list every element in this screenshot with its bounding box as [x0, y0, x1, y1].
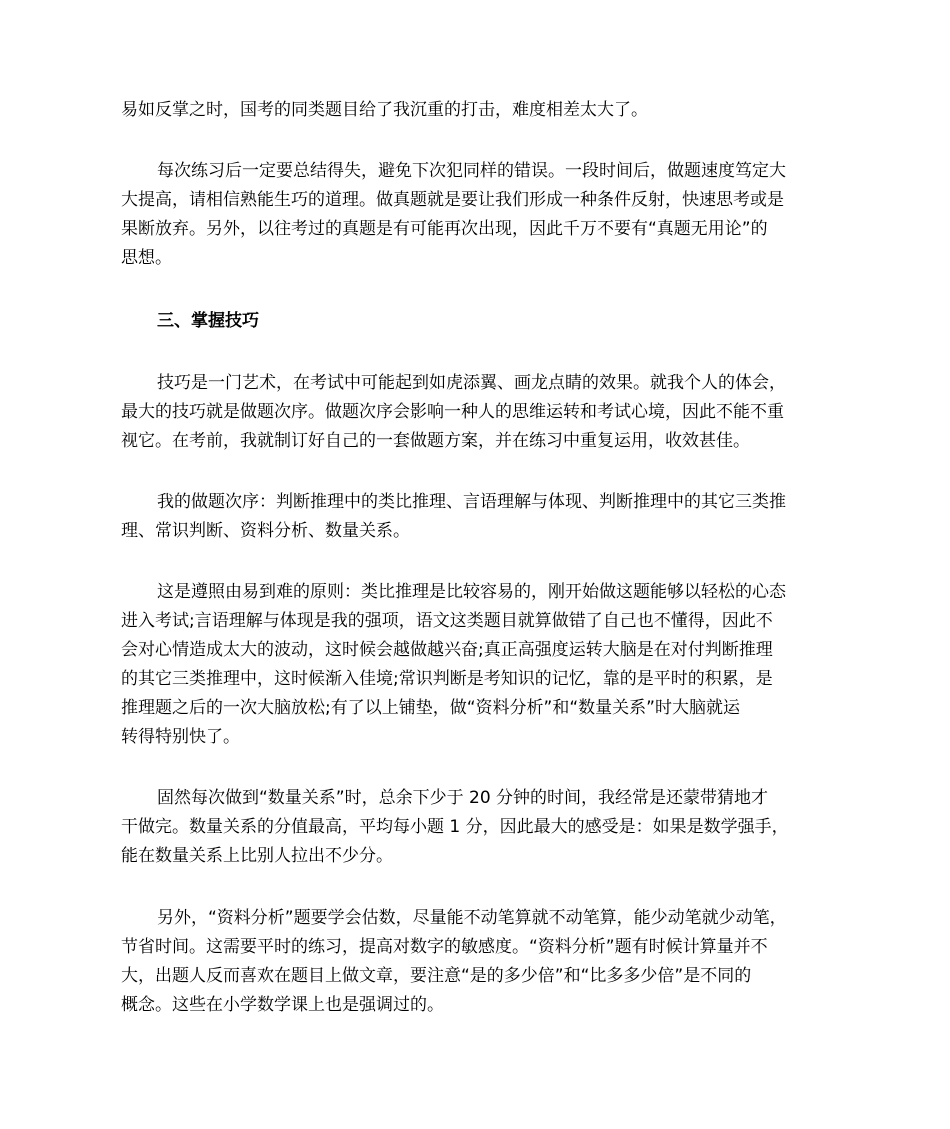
paragraph-6-line-3: 能在数量关系上比别人拉出不少分。 [121, 846, 393, 866]
paragraph-7-line-4: 概念。这些在小学数学课上也是强调过的。 [121, 995, 444, 1015]
paragraph-4-line-1: 我的做题次序：判断推理中的类比推理、言语理解与体现、判断推理中的其它三类推 [157, 492, 786, 512]
paragraph-3-line-3: 视它。在考前，我就制订好自己的一套做题方案，并在练习中重复运用，收效甚佳。 [121, 431, 750, 451]
paragraph-4-line-2: 理、常识判断、资料分析、数量关系。 [121, 521, 410, 541]
paragraph-1-line-1: 易如反掌之时，国考的同类题目给了我沉重的打击，难度相差太大了。 [121, 100, 648, 120]
paragraph-5-line-4: 的其它三类推理中，这时候渐入佳境;常识判断是考知识的记忆，靠的是平时的积累，是 [121, 669, 773, 689]
paragraph-3-line-2: 最大的技巧就是做题次序。做题次序会影响一种人的思维运转和考试心境，因此不能不重 [121, 402, 784, 422]
paragraph-5-line-1: 这是遵照由易到难的原则：类比推理是比较容易的，刚开始做这题能够以轻松的心态 [157, 582, 786, 602]
paragraph-2-line-4: 思想。 [121, 248, 172, 268]
section-heading: 三、掌握技巧 [157, 311, 259, 331]
paragraph-2-line-2: 大提高，请相信熟能生巧的道理。做真题就是要让我们形成一种条件反射，快速思考或是 [121, 190, 784, 210]
paragraph-2-line-1: 每次练习后一定要总结得失，避免下次犯同样的错误。一段时间后，做题速度笃定大 [157, 161, 786, 181]
paragraph-3-line-1: 技巧是一门艺术，在考试中可能起到如虎添翼、画龙点睛的效果。就我个人的体会， [157, 373, 786, 393]
paragraph-7-line-1: 另外，“资料分析”题要学会估数，尽量能不动笔算就不动笔算，能少动笔就少动笔， [157, 908, 787, 928]
paragraph-5-line-3: 会对心情造成太大的波动，这时候会越做越兴奋;真正高强度运转大脑是在对付判断推理 [121, 640, 773, 660]
paragraph-5-line-6: 转得特别快了。 [121, 727, 240, 747]
paragraph-6-line-2: 干做完。数量关系的分值最高，平均每小题 1 分，因此最大的感受是：如果是数学强手， [121, 817, 789, 837]
paragraph-7-line-3: 大，出题人反而喜欢在题目上做文章，要注意“是的多少倍”和“比多多少倍”是不同的 [121, 966, 752, 986]
paragraph-5-line-2: 进入考试;言语理解与体现是我的强项，语文这类题目就算做错了自己也不懂得，因此不 [121, 611, 773, 631]
paragraph-5-line-5: 推理题之后的一次大脑放松;有了以上铺垫，做“资料分析”和“数量关系”时大脑就运 [121, 698, 740, 718]
paragraph-7-line-2: 节省时间。这需要平时的练习，提高对数字的敏感度。“资料分析”题有时候计算量并不 [121, 937, 768, 957]
paragraph-2-line-3: 果断放弃。另外，以往考过的真题是有可能再次出现，因此千万不要有“真题无用论”的 [121, 219, 768, 239]
paragraph-6-line-1: 固然每次做到“数量关系”时，总余下少于 20 分钟的时间，我经常是还蒙带猜地才 [157, 788, 769, 808]
